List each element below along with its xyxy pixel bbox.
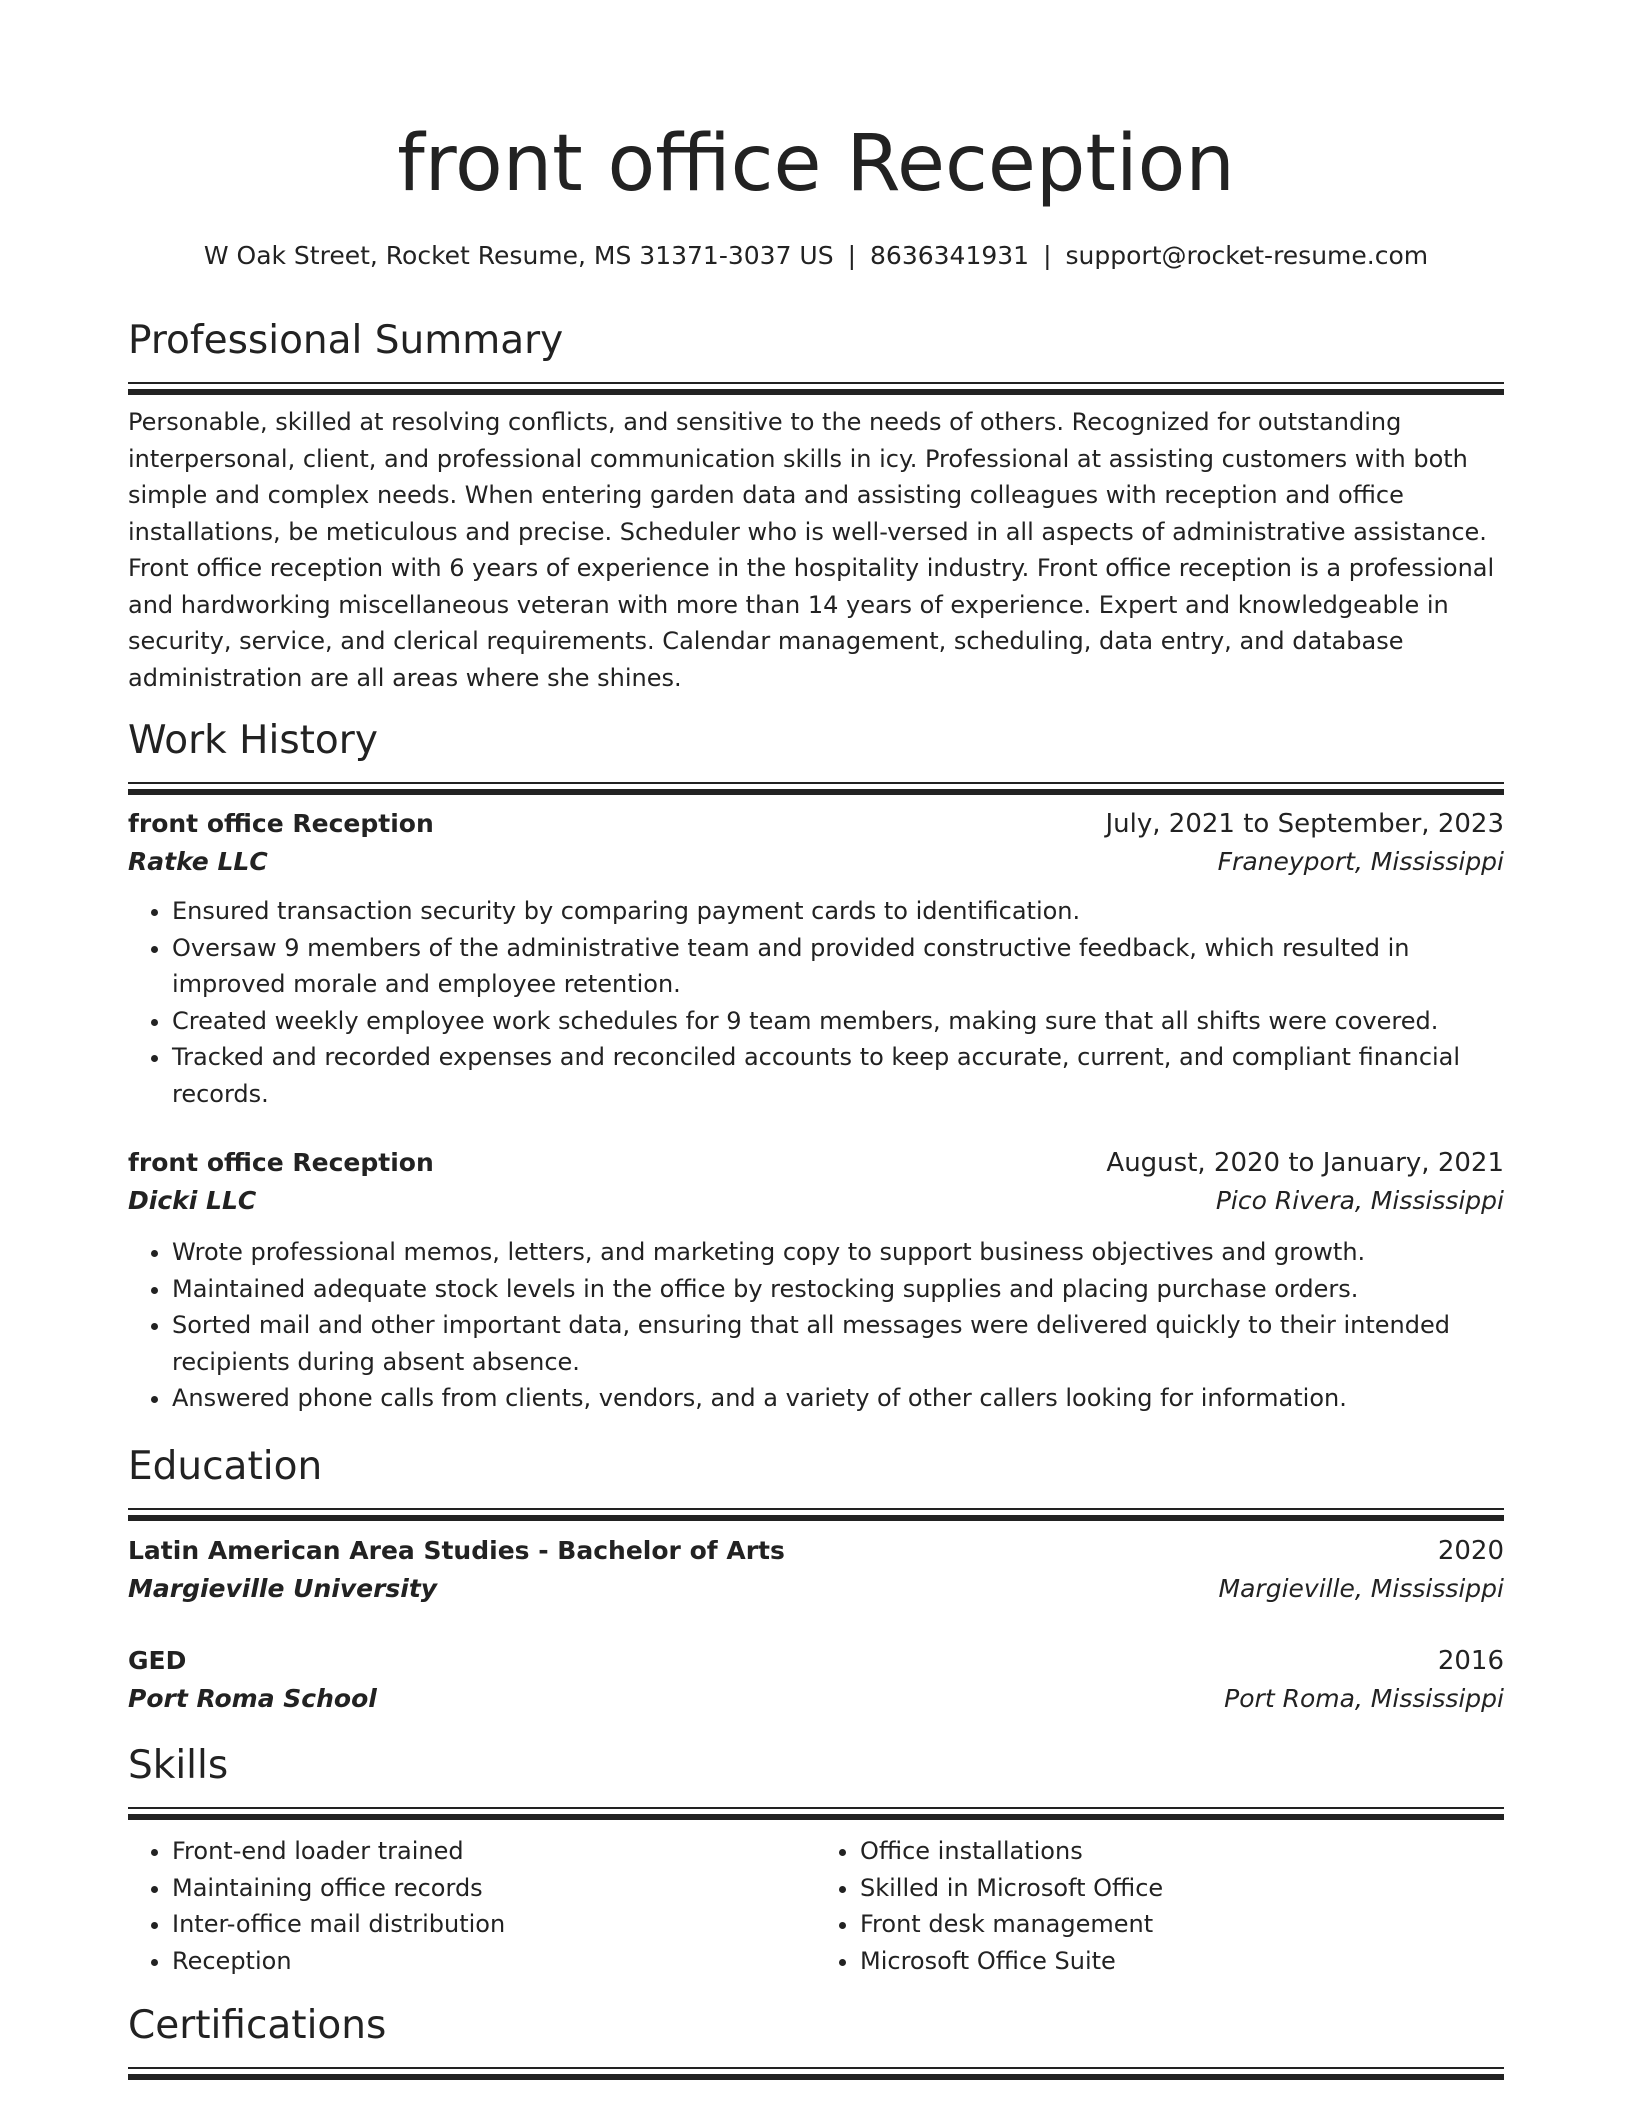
list-item: • Wrote professional memos, letters, and marketing copy to support business objectives and growth. bbox=[172, 1234, 1504, 1271]
school-name: Margieville University bbox=[128, 1574, 438, 1603]
list-item: • Office installations bbox=[860, 1833, 1504, 1870]
list-item: • Maintained adequate stock levels in the office by restocking supplies and placing purchase orders. bbox=[172, 1271, 1504, 1308]
list-item: • Answered phone calls from clients, vendors, and a variety of other callers looking for information. bbox=[172, 1380, 1504, 1417]
list-item: • Ensured transaction security by comparing payment cards to identification. bbox=[172, 893, 1504, 930]
list-item: • Tracked and recorded expenses and reconciled accounts to keep accurate, current, and compliant financial records. bbox=[172, 1039, 1504, 1112]
education-entry bbox=[128, 1532, 1504, 1608]
skills-list-left bbox=[128, 1833, 816, 1979]
degree: GED bbox=[128, 1646, 187, 1675]
section-title-skills: Skills bbox=[128, 1743, 229, 1788]
work-history-section bbox=[128, 717, 1504, 1417]
contact-line bbox=[128, 240, 1504, 272]
job-dates: July, 2021 to September, 2023 bbox=[1105, 809, 1504, 839]
job-location: Pico Rivera, Mississippi bbox=[1215, 1186, 1504, 1215]
section-divider bbox=[128, 782, 1504, 796]
section-title-certifications: Certifications bbox=[128, 2003, 387, 2048]
list-item: • Front-end loader trained bbox=[172, 1833, 816, 1870]
job-location: Franeyport, Mississippi bbox=[1217, 847, 1504, 876]
job-company: Ratke LLC bbox=[128, 847, 268, 876]
job-title: front office Reception bbox=[128, 1148, 434, 1177]
school-location: Margieville, Mississippi bbox=[1218, 1574, 1504, 1603]
section-divider bbox=[128, 2067, 1504, 2081]
list-item: • Oversaw 9 members of the administrative team and provided constructive feedback, which resulted in improved morale and employee retention. bbox=[172, 930, 1504, 1003]
job-entry bbox=[128, 805, 1504, 1112]
section-title-summary: Professional Summary bbox=[128, 318, 564, 363]
skills-list-right bbox=[816, 1833, 1504, 1979]
certifications-section bbox=[128, 2002, 1504, 2081]
list-item: • Skilled in Microsoft Office bbox=[860, 1870, 1504, 1907]
section-divider bbox=[128, 1807, 1504, 1821]
list-item: • Reception bbox=[172, 1943, 816, 1980]
list-item: • Maintaining office records bbox=[172, 1870, 816, 1907]
job-bullets bbox=[128, 1234, 1504, 1417]
summary-section bbox=[128, 317, 1504, 696]
section-divider bbox=[128, 1508, 1504, 1522]
job-entry bbox=[128, 1144, 1504, 1417]
skills-grid bbox=[128, 1833, 1504, 1979]
contact-separator: | bbox=[1043, 241, 1052, 270]
education-section bbox=[128, 1443, 1504, 1718]
contact-separator: | bbox=[847, 241, 857, 270]
education-entry bbox=[128, 1642, 1504, 1718]
job-bullets bbox=[128, 893, 1504, 1112]
list-item: • Front desk management bbox=[860, 1906, 1504, 1943]
candidate-name: front office Reception bbox=[397, 119, 1235, 209]
list-item: • Sorted mail and other important data, ensuring that all messages were delivered quickly to their intended recipients during absent absence. bbox=[172, 1307, 1504, 1380]
graduation-year: 2020 bbox=[1437, 1536, 1504, 1566]
contact-phone: 8636341931 bbox=[870, 241, 1030, 270]
list-item: • Microsoft Office Suite bbox=[860, 1943, 1504, 1980]
section-divider bbox=[128, 382, 1504, 396]
section-title-education: Education bbox=[128, 1444, 323, 1489]
summary-text: Personable, skilled at resolving conflicts, and sensitive to the needs of others. Recognized for outstanding interpersonal, client, and professional communication skills in icy. Professional at assisting customers with both simple and complex needs. When entering garden data and assisting colleagues with reception and office installations, be meticulous and precise. Scheduler who is well-versed in all aspects of administrative assistance. Front office reception with 6 years of experience in the hospitality industry. Front office reception is a professional and hardworking miscellaneous veteran with more than 14 years of experience. Expert and knowledgeable in security, service, and clerical requirements. Calendar management, scheduling, data entry, and database administration are all areas where she shines. bbox=[128, 408, 1495, 692]
job-title: front office Reception bbox=[128, 809, 434, 838]
section-title-work: Work History bbox=[128, 718, 378, 763]
degree: Latin American Area Studies - Bachelor of Arts bbox=[128, 1536, 785, 1565]
contact-address: W Oak Street, Rocket Resume, MS 31371-3037 US bbox=[203, 241, 834, 270]
job-dates: August, 2020 to January, 2021 bbox=[1106, 1148, 1504, 1178]
school-location: Port Roma, Mississippi bbox=[1224, 1684, 1504, 1713]
graduation-year: 2016 bbox=[1437, 1646, 1504, 1676]
contact-email[interactable]: support@rocket-resume.com bbox=[1065, 241, 1429, 270]
list-item: • Inter-office mail distribution bbox=[172, 1906, 816, 1943]
school-name: Port Roma School bbox=[128, 1684, 377, 1713]
job-company: Dicki LLC bbox=[128, 1186, 257, 1215]
skills-section bbox=[128, 1742, 1504, 1979]
list-item: • Created weekly employee work schedules for 9 team members, making sure that all shifts were covered. bbox=[172, 1003, 1504, 1040]
